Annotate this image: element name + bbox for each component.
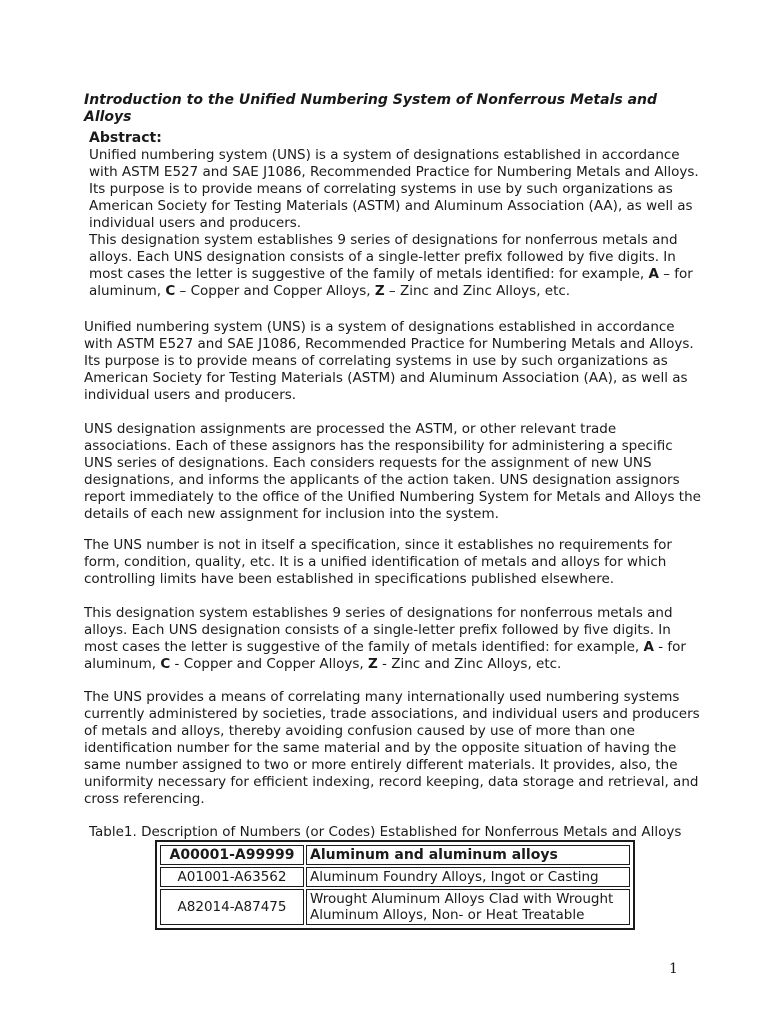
table-row	[160, 889, 630, 925]
abstract-text-z: – Zinc and Zinc Alloys, etc.	[384, 283, 571, 299]
table-cell-description: Aluminum and aluminum alloys	[306, 845, 630, 865]
body-letter-a: A	[643, 639, 654, 655]
table-row	[160, 845, 630, 865]
body-letter-z: Z	[367, 656, 378, 672]
body-p4-text: This designation system establishes 9 series of designations for nonferrous metals and alloys. Each UNS designation consists of a single-letter prefix followed by five digits. In most cases the letter is suggestive of the family of metals identified: for example,	[84, 605, 673, 655]
abstract-letter-a: A	[648, 266, 659, 282]
body-letter-c: C	[160, 656, 171, 672]
abstract-text-c: – Copper and Copper Alloys,	[175, 283, 375, 299]
body-text-z: - Zinc and Zinc Alloys, etc.	[377, 656, 562, 672]
abstract-text-a: – for aluminum,	[89, 266, 693, 299]
abstract-paragraph-1: Unified numbering system (UNS) is a system of designations established in accordance with ASTM E527 and SAE J1086, Recommended Practice for Numbering Metals and Alloys. Its purpose is to provide means of correlating systems in use by such organizations as American Society for Testing Materials (ASTM) and Aluminum Association (AA), as well as individual users and producers.	[89, 147, 699, 231]
table-caption: Table1. Description of Numbers (or Codes) Established for Nonferrous Metals and Alloys	[89, 824, 682, 840]
page-number: 1	[669, 961, 678, 977]
abstract-letter-c: C	[165, 283, 176, 299]
abstract-p2-text: This designation system establishes 9 series of designations for nonferrous metals and alloys. Each UNS designation consists of a single-letter prefix followed by five digits. In most cases the letter is suggestive of the family of metals identified: for example,	[89, 232, 678, 282]
body-paragraph-3: The UNS number is not in itself a specification, since it establishes no requirements for form, condition, quality, etc. It is a unified identification of metals and alloys for which controlling limits have been established in specifications published elsewhere.	[84, 537, 672, 587]
body-text-c: - Copper and Copper Alloys,	[170, 656, 368, 672]
abstract-section	[89, 130, 704, 300]
table-cell-description: Wrought Aluminum Alloys Clad with Wrought Aluminum Alloys, Non- or Heat Treatable	[306, 889, 630, 925]
body-paragraph-5: The UNS provides a means of correlating many internationally used numbering systems currently administered by societies, trade associations, and individual users and producers of metals and alloys, thereby avoiding confusion caused by use of more than one identification number for the same material and by the opposite situation of having the same number assigned to two or more entirely different materials. It provides, also, the uniformity necessary for efficient indexing, record keeping, data storage and retrieval, and cross referencing.	[84, 689, 700, 807]
body-paragraph-1: Unified numbering system (UNS) is a system of designations established in accordance with ASTM E527 and SAE J1086, Recommended Practice for Numbering Metals and Alloys. Its purpose is to provide means of correlating systems in use by such organizations as American Society for Testing Materials (ASTM) and Aluminum Association (AA), as well as individual users and producers.	[84, 319, 694, 403]
abstract-letter-z: Z	[374, 283, 385, 299]
uns-table-grid	[158, 843, 632, 927]
body-text-a: - for aluminum,	[84, 639, 686, 672]
abstract-paragraph-2	[89, 232, 704, 300]
uns-table	[155, 840, 635, 930]
body-paragraph-2: UNS designation assignments are processed the ASTM, or other relevant trade associations. Each of these assignors has the responsibility for administering a specific UNS series of designations. Each considers requests for the assignment of new UNS designations, and informs the applicants of the action taken. UNS designation assignors report immediately to the office of the Unified Numbering System for Metals and Alloys the details of each new assignment for inclusion into the system.	[84, 421, 701, 522]
table-cell-code: A00001-A99999	[160, 845, 304, 865]
document-title: Introduction to the Unified Numbering System of Nonferrous Metals and Alloys	[84, 92, 658, 125]
table-cell-code: A82014-A87475	[160, 889, 304, 925]
body-paragraph-4	[84, 605, 704, 673]
table-row	[160, 867, 630, 887]
table-cell-description: Aluminum Foundry Alloys, Ingot or Casting	[306, 867, 630, 887]
table-cell-code: A01001-A63562	[160, 867, 304, 887]
abstract-heading: Abstract:	[89, 130, 162, 146]
